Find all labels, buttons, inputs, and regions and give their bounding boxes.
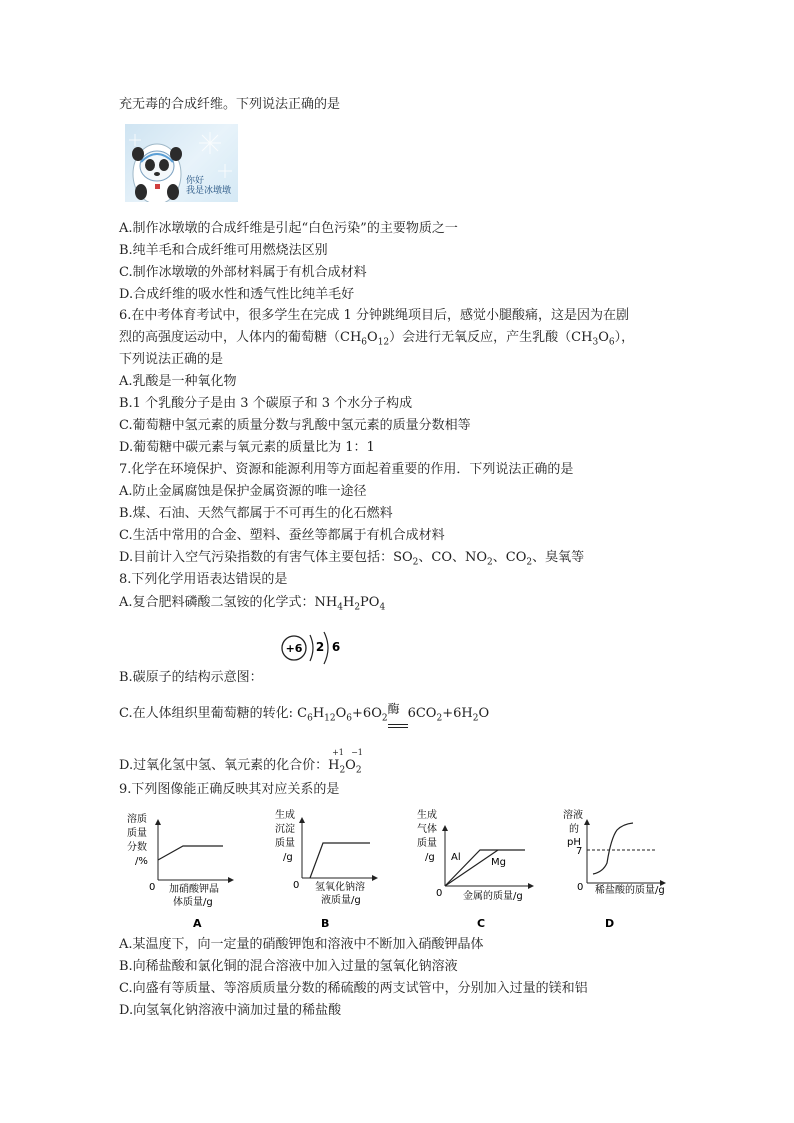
chart-d-origin: 0 — [577, 882, 584, 893]
q5-option-c: C.制作冰墩墩的外部材料属于有机合成材料 — [119, 265, 367, 280]
chart-a-ylabel-1: 溶质 — [127, 814, 147, 825]
carbon-atom-diagram — [276, 627, 346, 669]
chart-c-xlabel: 金属的质量/g — [463, 891, 523, 902]
q7-option-d: D.目前计入空气污染指数的有害气体主要包括：$SO_2$、CO、$NO_2$、$CO_2$、臭氧等 — [119, 550, 585, 568]
q6-option-c: C.葡萄糖中氢元素的质量分数与乳酸中氢元素的质量分数相等 — [119, 418, 471, 433]
chart-b — [275, 808, 377, 930]
mascot-caption-1: 你好 — [186, 176, 205, 186]
chart-a-ylabel-2: 质量 — [127, 828, 147, 839]
q6-option-d: D.葡萄糖中碳元素与氧元素的质量比为 1：1 — [119, 440, 375, 455]
q6-stem-line-3: 下列说法正确的是 — [119, 352, 224, 367]
chart-b-xlabel-2: 液质量/g — [321, 895, 361, 906]
chart-d-letter: D — [605, 917, 615, 930]
chart-a-line — [158, 846, 223, 860]
chart-a-xlabel-2: 体质量/g — [173, 897, 213, 908]
q8-option-b: B.碳原子的结构示意图： — [119, 670, 263, 685]
q8-option-a: A.复合肥料磷酸二氢铵的化学式：$NH_4H_2PO_4$ — [119, 595, 386, 613]
q8-option-c: C.在人体组织里葡萄糖的转化: $C_6H_{12}O_6+6O_2$ 酶 $6CO_2+6H_2O$ — [119, 705, 489, 728]
chart-c-ylabel-2: 气体 — [417, 824, 437, 835]
chart-b-xlabel-1: 氢氧化钠溶 — [315, 882, 365, 893]
chart-c-letter: C — [477, 917, 486, 930]
intro-text: 充无毒的合成纤维。下列说法正确的是 — [119, 97, 341, 112]
chart-c-ylabel-1: 生成 — [417, 810, 437, 821]
bing-dwen-dwen-image — [125, 124, 238, 202]
atom-shell-2: 6 — [331, 640, 341, 654]
q5-option-d: D.合成纤维的吸水性和透气性比纯羊毛好 — [119, 287, 355, 302]
q6-stem-line-1: 6.在中考体育考试中，很多学生在完成 1 分钟跳绳项目后，感觉小腿酸痛，这是因为在剧 — [119, 308, 629, 323]
chart-b-ylabel-2: 沉淀 — [275, 824, 295, 835]
chart-b-ylabel-1: 生成 — [275, 810, 295, 821]
mascot-caption-2: 我是冰墩墩 — [186, 186, 232, 196]
q9-option-b: B.向稀盐酸和氯化铜的混合溶液中加入过量的氢氧化钠溶液 — [119, 959, 458, 974]
chart-c-ylabel-4: /g — [425, 852, 435, 863]
enzyme-condition: 酶 — [387, 702, 400, 716]
chart-b-line — [310, 843, 370, 878]
chart-c — [417, 808, 533, 930]
chart-d-curve — [593, 823, 633, 874]
chart-c-ylabel-3: 质量 — [417, 838, 437, 849]
q5-option-a: A.制作冰墩墩的合成纤维是引起“白色污染”的主要物质之一 — [119, 221, 458, 236]
h-valence: +1 — [332, 748, 344, 757]
chart-a-origin: 0 — [149, 882, 156, 893]
chart-a-letter: A — [193, 917, 202, 930]
chart-c-origin: 0 — [436, 888, 443, 899]
chart-b-letter: B — [321, 917, 330, 930]
q6-stem-line-2: 烈的高强度运动中，人体内的葡萄糖$(CH_6O_{12})$会进行无氧反应，产生乳酸$(CH_3O_6)$， — [119, 330, 635, 348]
chart-c-legend-al: Al — [451, 852, 461, 863]
chart-a-xlabel-1: 加硝酸钾晶 — [169, 884, 219, 895]
chart-a-ylabel-4: /% — [135, 856, 148, 867]
atom-nucleus: +6 — [285, 642, 303, 655]
q7-option-c: C.生活中常用的合金、塑料、蚕丝等都属于有机合成材料 — [119, 528, 445, 543]
chart-b-origin: 0 — [293, 880, 300, 891]
q9-stem: 9.下列图像能正确反映其对应关系的是 — [119, 782, 340, 797]
q7-option-a: A.防止金属腐蚀是保护金属资源的唯一途径 — [119, 484, 367, 499]
chart-b-ylabel-3: 质量 — [275, 838, 295, 849]
chart-d-ylabel-3: pH — [567, 837, 581, 848]
o-valence: −1 — [351, 748, 363, 757]
chart-a — [127, 812, 233, 930]
q7-option-b: B.煤、石油、天然气都属于不可再生的化石燃料 — [119, 506, 393, 521]
q9-option-c: C.向盛有等质量、等溶质质量分数的稀硫酸的两支试管中，分别加入过量的镁和铝 — [119, 981, 588, 996]
q5-option-b: B.纯羊毛和合成纤维可用燃烧法区别 — [119, 243, 328, 258]
chart-d-ylabel-1: 溶液 — [563, 810, 583, 821]
chart-b-ylabel-4: /g — [283, 852, 293, 863]
q6-option-a: A.乳酸是一种氧化物 — [119, 374, 237, 389]
chart-d — [563, 808, 665, 930]
chart-a-ylabel-3: 分数 — [127, 842, 147, 853]
atom-shell-1: 2 — [315, 640, 325, 654]
q8-stem: 8.下列化学用语表达错误的是 — [119, 572, 288, 587]
q9-charts — [125, 808, 685, 936]
chart-d-ylabel-2: 的 — [569, 824, 579, 835]
q9-option-d: D.向氢氧化钠溶液中滴加过量的稀盐酸 — [119, 1003, 342, 1018]
q7-stem: 7.化学在环境保护、资源和能源利用等方面起着重要的作用．下列说法正确的是 — [119, 462, 574, 477]
chart-d-ref-7: 7 — [576, 846, 583, 857]
q6-option-b: B.1 个乳酸分子是由 3 个碳原子和 3 个水分子构成 — [119, 396, 413, 411]
q8-option-d: D.过氧化氢中氢、氧元素的化合价： +1 −1 $H_2O_2$ — [119, 757, 362, 780]
chart-c-legend-mg: Mg — [491, 857, 506, 868]
q9-option-a: A.某温度下，向一定量的硝酸钾饱和溶液中不断加入硝酸钾晶体 — [119, 937, 484, 952]
chart-d-xlabel: 稀盐酸的质量/g — [595, 885, 665, 896]
